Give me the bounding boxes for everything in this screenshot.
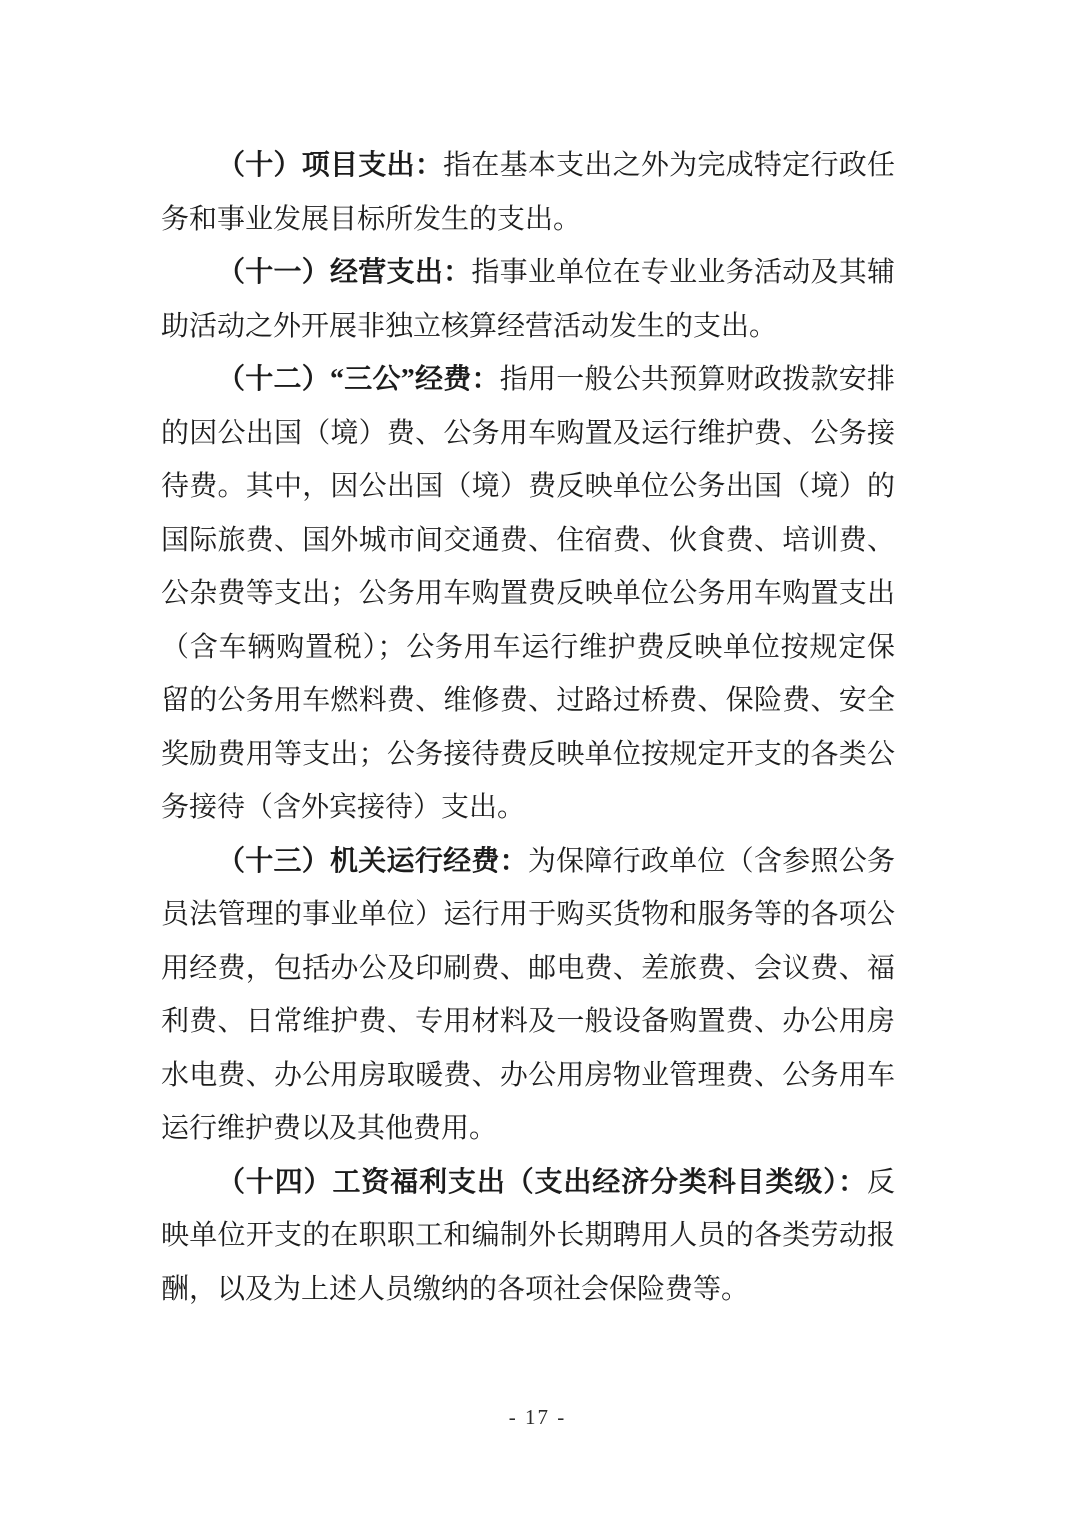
paragraph-body: 反映单位开支的在职职工和编制外长期聘用人员的各类劳动报酬，以及为上述人员缴纳的各项社会保险费等。 — [161, 1166, 895, 1305]
paragraph-body: 为保障行政单位（含参照公务员法管理的事业单位）运行用于购买货物和服务等的各项公用经费，包括办公及印刷费、邮电费、差旅费、会议费、福利费、日常维护费、专用材料及一般设备购置费、办公用房水电费、办公用房取暖费、办公用房物业管理费、公务用车运行维护费以及其他费用。 — [161, 845, 895, 1144]
paragraph-lead: （十四）工资福利支出（支出经济分类科目类级）： — [217, 1166, 867, 1198]
paragraph-item-14 — [161, 1156, 895, 1317]
paragraph-item-13 — [161, 835, 895, 1156]
paragraph-body: 指用一般公共预算财政拨款安排的因公出国（境）费、公务用车购置及运行维护费、公务接待费。其中，因公出国（境）费反映单位公务出国（境）的国际旅费、国外城市间交通费、住宿费、伙食费、培训费、公杂费等支出；公务用车购置费反映单位公务用车购置支出（含车辆购置税）；公务用车运行维护费反映单位按规定保留的公务用车燃料费、维修费、过路过桥费、保险费、安全奖励费用等支出；公务接待费反映单位按规定开支的各类公务接待（含外宾接待）支出。 — [161, 364, 895, 823]
paragraph-body: 指在基本支出之外为完成特定行政任务和事业发展目标所发生的支出。 — [161, 150, 895, 235]
paragraph-item-10 — [161, 139, 895, 246]
paragraph-body: 指事业单位在专业业务活动及其辅助活动之外开展非独立核算经营活动发生的支出。 — [161, 257, 895, 342]
document-body — [161, 139, 895, 1316]
paragraph-lead: （十一）经营支出： — [217, 257, 472, 288]
paragraph-item-12 — [161, 353, 895, 835]
paragraph-item-11 — [161, 246, 895, 353]
paragraph-lead: （十）项目支出： — [217, 150, 444, 181]
page-number: - 17 - — [508, 1405, 567, 1429]
paragraph-lead: （十二）“三公”经费： — [217, 364, 500, 395]
paragraph-lead: （十三）机关运行经费： — [217, 845, 528, 877]
